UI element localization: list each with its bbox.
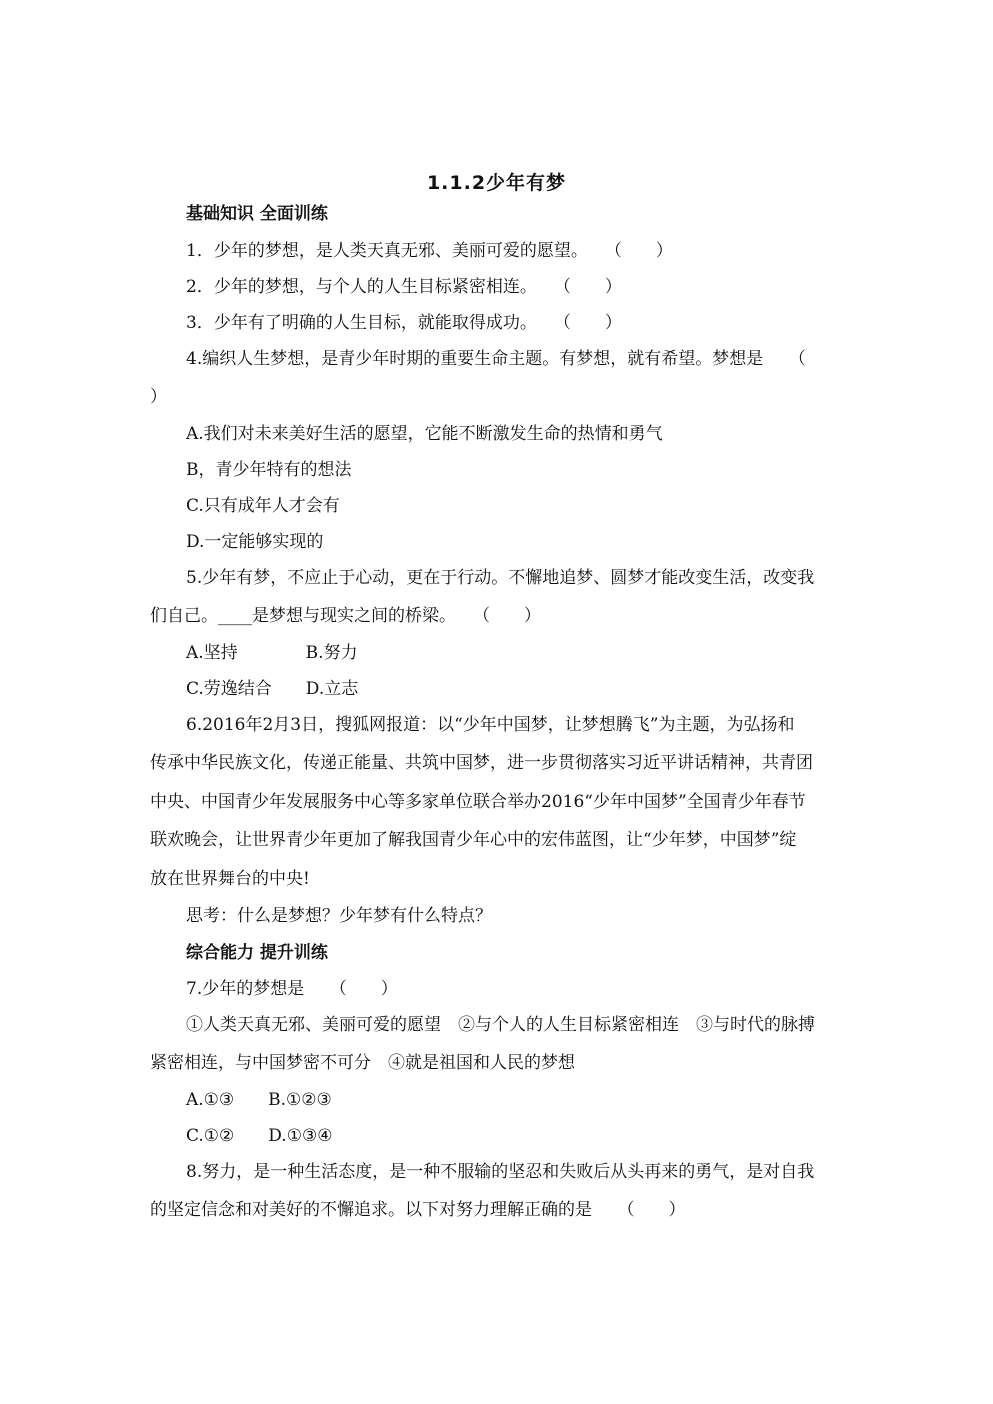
question-7-options-cd: C.①② D.①③④ bbox=[186, 1126, 333, 1146]
question-5-options-ab: A.坚持 B.努力 bbox=[186, 643, 358, 663]
question-6-line-2: 传承中华民族文化，传递正能量、共筑中国梦，进一步贯彻落实习近平讲话精神，共青团 bbox=[150, 753, 813, 773]
question-6-line-3: 中央、中国青少年发展服务中心等多家单位联合举办2016“少年中国梦”全国青少年春节 bbox=[150, 792, 806, 812]
question-4-option-d: D.一定能够实现的 bbox=[186, 532, 324, 552]
section-heading-advanced: 综合能力 提升训练 bbox=[186, 943, 328, 963]
question-3: 3．少年有了明确的人生目标，就能取得成功。 （ ） bbox=[186, 313, 622, 333]
question-7-stem: 7.少年的梦想是 （ ） bbox=[186, 979, 398, 999]
question-6-line-5: 放在世界舞台的中央! bbox=[150, 869, 310, 889]
question-4-option-a: A.我们对未来美好生活的愿望，它能不断激发生命的热情和勇气 bbox=[186, 424, 663, 444]
question-1: 1．少年的梦想，是人类天真无邪、美丽可爱的愿望。 （ ） bbox=[186, 241, 673, 261]
question-4-stem: 4.编织人生梦想，是青少年时期的重要生命主题。有梦想，就有希望。梦想是 （ bbox=[186, 349, 806, 369]
question-4-stem-cont: ） bbox=[150, 387, 167, 407]
question-6-line-1: 6.2016年2月3日，搜狐网报道：以“少年中国梦，让梦想腾飞”为主题，为弘扬和 bbox=[186, 715, 795, 735]
question-7-items-line-2: 紧密相连，与中国梦密不可分 ④就是祖国和人民的梦想 bbox=[150, 1053, 575, 1073]
question-8-stem-cont: 的坚定信念和对美好的不懈追求。以下对努力理解正确的是 （ ） bbox=[150, 1200, 686, 1220]
question-8-stem: 8.努力，是一种生活态度，是一种不服输的坚忍和失败后从头再来的勇气，是对自我 bbox=[186, 1162, 815, 1182]
question-2: 2．少年的梦想，与个人的人生目标紧密相连。 （ ） bbox=[186, 277, 622, 297]
question-7-items-line-1: ①人类天真无邪、美丽可爱的愿望 ②与个人的人生目标紧密相连 ③与时代的脉搏 bbox=[186, 1015, 815, 1035]
question-4-option-c: C.只有成年人才会有 bbox=[186, 496, 340, 516]
page-title: 1.1.2少年有梦 bbox=[426, 172, 567, 194]
question-4-option-b: B，青少年特有的想法 bbox=[186, 460, 352, 480]
question-5-stem: 5.少年有梦，不应止于心动，更在于行动。不懈地追梦、圆梦才能改变生活，改变我 bbox=[186, 568, 815, 588]
question-5-stem-cont: 们自己。____是梦想与现实之间的桥梁。 （ ） bbox=[150, 606, 541, 626]
question-6-line-4: 联欢晚会，让世界青少年更加了解我国青少年心中的宏伟蓝图，让“少年梦，中国梦”绽 bbox=[150, 830, 797, 850]
question-5-options-cd: C.劳逸结合 D.立志 bbox=[186, 679, 359, 699]
question-6-think: 思考：什么是梦想？少年梦有什么特点？ bbox=[186, 906, 492, 926]
question-7-options-ab: A.①③ B.①②③ bbox=[186, 1090, 332, 1110]
section-heading-basic: 基础知识 全面训练 bbox=[186, 204, 328, 224]
